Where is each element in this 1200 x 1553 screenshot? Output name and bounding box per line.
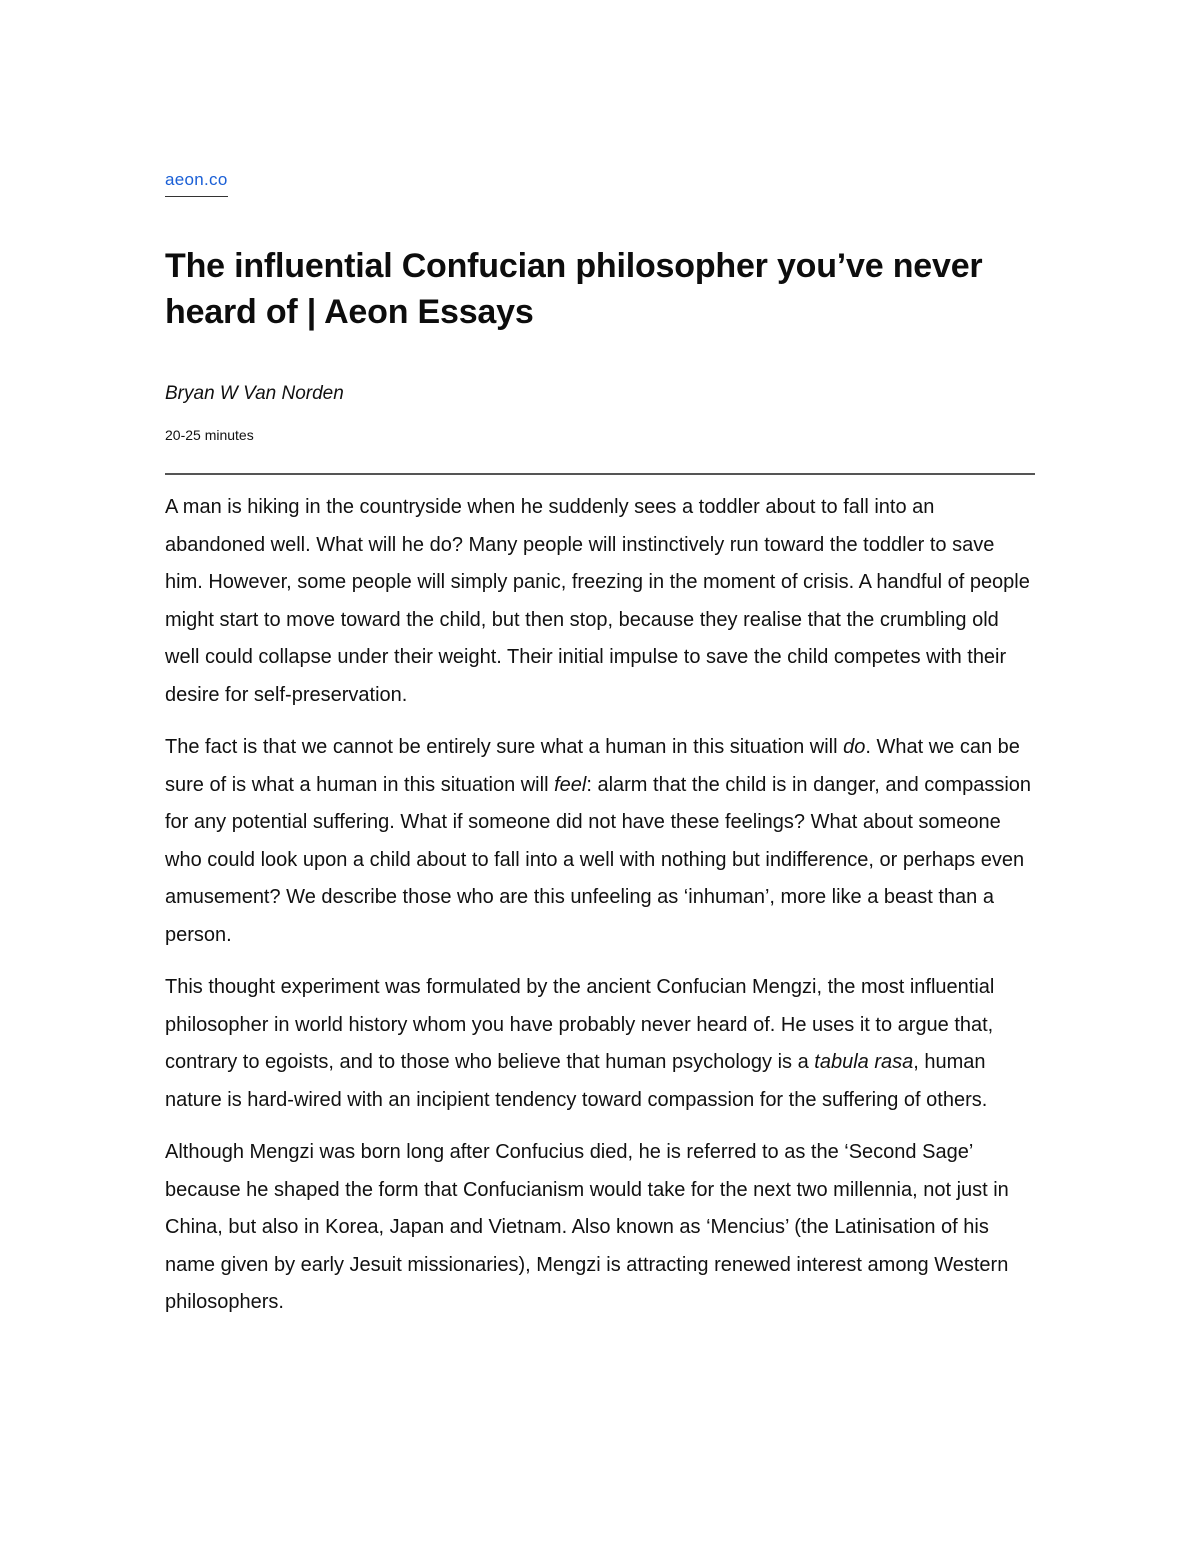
paragraph-3-text-a: This thought experiment was formulated by the ancient Confucian Mengzi, the most influential philosopher in world history whom you have probably never heard of. He uses it to argue that, contrary to egoists, and to those who believe that human psychology is a	[165, 976, 995, 1073]
paragraph-4: Although Mengzi was born long after Confucius died, he is referred to as the ‘Second Sage’ because he shaped the form that Confucianism would take for the next two millennia, not just in China, but also in Korea, Japan and Vietnam. Also known as ‘Mencius’ (the Latinisation of his name given by early Jesuit missionaries), Mengzi is attracting renewed interest among Western philosophers.	[165, 1141, 1009, 1313]
paragraph-2-text-c: : alarm that the child is in danger, and compassion for any potential suffering. What if someone did not have these feelings? What about someone who could look upon a child about to fall into a well with nothing but indifference, or perhaps even amusement? We describe those who are this unfeeling as ‘inhuman’, more like a beast than a person.	[165, 773, 1032, 946]
source-link[interactable]: aeon.co	[165, 170, 228, 197]
read-time: 20-25 minutes	[165, 427, 254, 443]
paragraph-3-emphasis-tabula-rasa: tabula rasa	[814, 1051, 914, 1073]
paragraph-3	[165, 969, 1035, 1119]
paragraph-2	[165, 729, 1035, 954]
article-title: The influential Confucian philosopher you’ve never heard of | Aeon Essays	[165, 247, 983, 331]
paragraph-2-text-a: The fact is that we cannot be entirely sure what a human in this situation will	[165, 736, 844, 758]
article-page	[165, 170, 1035, 1337]
header-divider	[165, 473, 1035, 475]
paragraph-2-text-b: . What we can be sure of is what a human in this situation will	[165, 736, 1020, 796]
paragraph-1: A man is hiking in the countryside when he suddenly sees a toddler about to fall into an abandoned well. What will he do? Many people will instinctively run toward the toddler to save him. However, some people will simply panic, freezing in the moment of crisis. A handful of people might start to move toward the child, but then stop, because they realise that the crumbling old well could collapse under their weight. Their initial impulse to save the child competes with their desire for self-preservation.	[165, 496, 1030, 706]
paragraph-2-emphasis-feel: feel	[554, 773, 587, 796]
paragraph-3-text-b: , human nature is hard-wired with an incipient tendency toward compassion for the suffering of others.	[165, 1051, 988, 1111]
paragraph-2-emphasis-do: do	[843, 736, 866, 758]
article-body	[165, 489, 1035, 1322]
article-author: Bryan W Van Norden	[165, 383, 344, 404]
